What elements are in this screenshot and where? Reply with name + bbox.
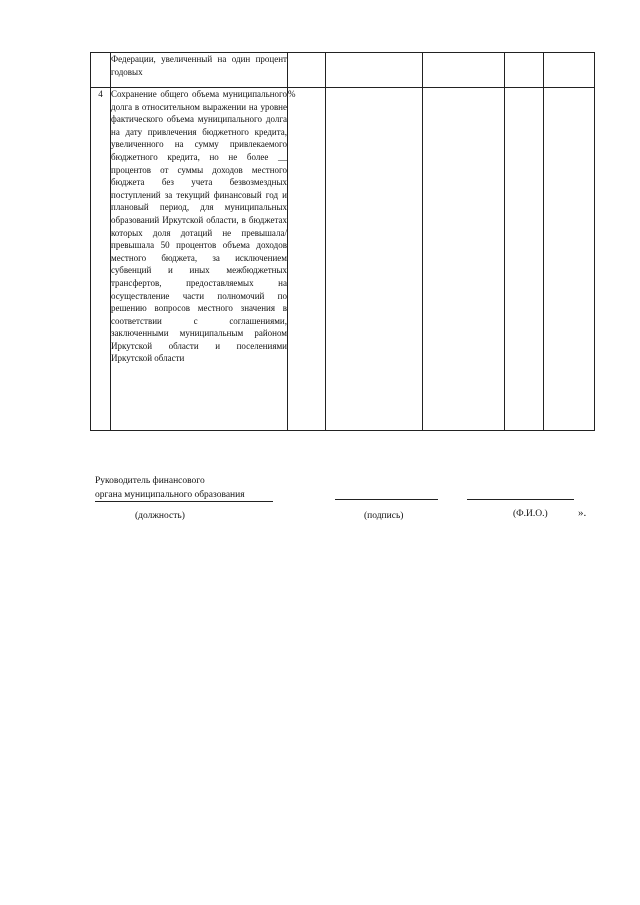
signature-line: [335, 499, 438, 500]
unit-cell: [288, 53, 326, 88]
position-caption: (должность): [135, 511, 185, 521]
position-underline: [95, 501, 273, 502]
value-cell: [326, 88, 423, 431]
indicator-text: Федерации, увеличенный на один процент годовых: [111, 53, 288, 88]
unit-cell: %: [288, 88, 326, 431]
signatory-title-line1: Руководитель финансового: [95, 476, 205, 486]
closing-quote: ».: [578, 507, 587, 519]
value-cell: [544, 88, 595, 431]
table-row: [91, 53, 595, 88]
value-cell: [544, 53, 595, 88]
value-cell: [423, 53, 505, 88]
value-cell: [505, 53, 544, 88]
name-line: [467, 499, 574, 500]
indicator-text: Сохранение общего объема муниципального долга в относительном выражении на уровне фактического объема муниципального долга на дату привлечения бюджетного кредита, увеличенного на сумму привлекаемого бюджетного кредита, но не более __ процентов от суммы доходов местного бюджета без учета безвозмездных поступлений за текущий финансовый год и плановый период, для муниципальных образований Иркутской области, в бюджетах которых доля дотаций не превышала/превышала 50 процентов объема доходов местного бюджета, за исключением субвенций и иных межбюджетных трансфертов, предоставляемых на осуществление части полномочий по решению вопросов местного значения в соответствии с соглашениями, заключенными муниципальным районом Иркутской области и поселениями Иркутской области: [111, 88, 288, 431]
signatory-title-line2: органа муниципального образования: [95, 490, 245, 500]
signature-caption: (подпись): [364, 511, 404, 521]
value-cell: [423, 88, 505, 431]
value-cell: [326, 53, 423, 88]
name-caption: (Ф.И.О.): [513, 509, 548, 519]
indicators-table: [90, 52, 595, 431]
table-row: [91, 88, 595, 431]
value-cell: [505, 88, 544, 431]
row-number: 4: [91, 88, 111, 431]
row-number: [91, 53, 111, 88]
